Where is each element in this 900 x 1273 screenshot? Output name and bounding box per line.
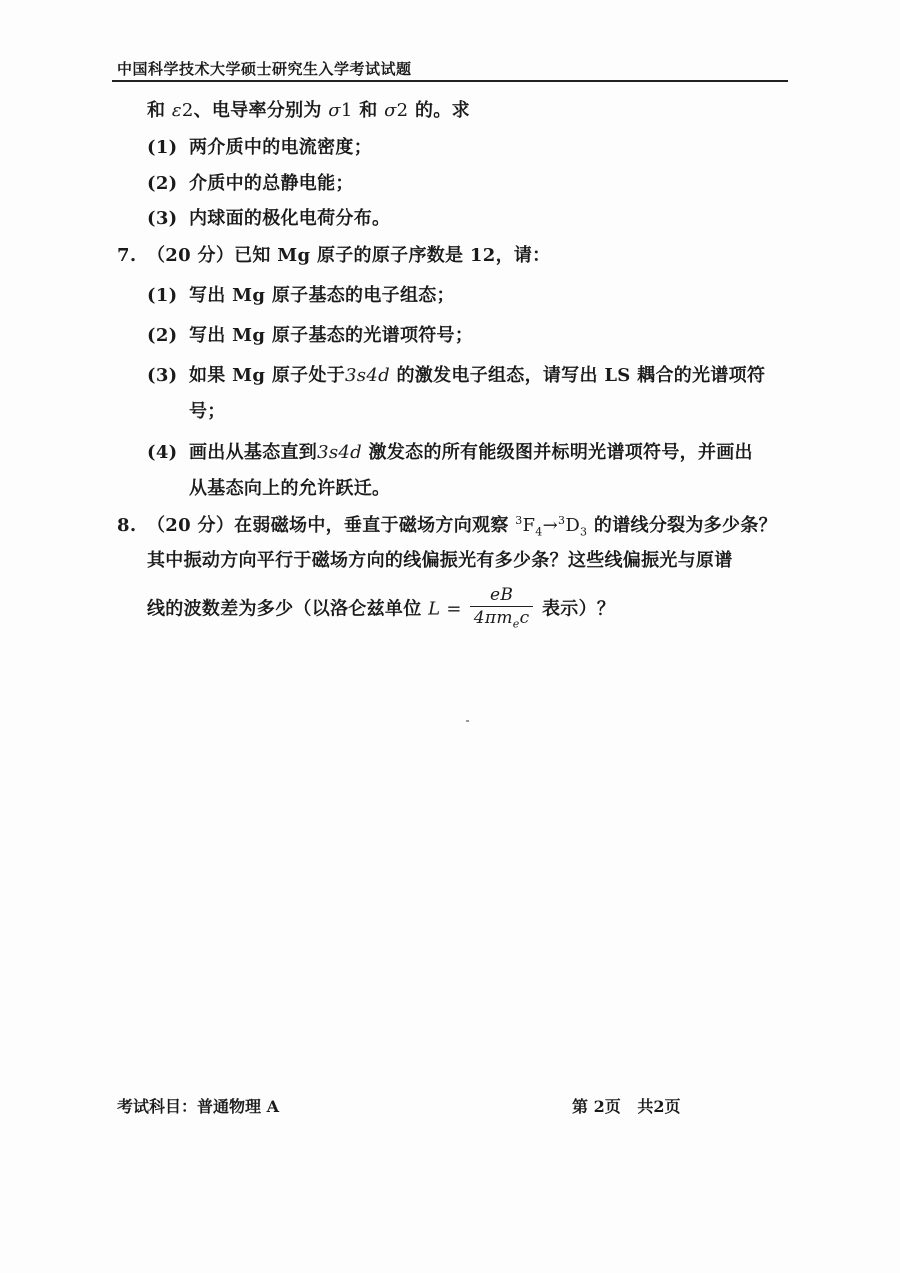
denominator-subscript: e <box>512 617 520 631</box>
intro-prefix: 和 <box>147 100 172 121</box>
q7-item-3-continuation: 号； <box>189 401 226 422</box>
term1-j: 4 <box>535 525 543 539</box>
q7-item-4-text-a: 画出从基态直到 <box>189 442 318 463</box>
lorentz-unit-fraction <box>470 584 534 635</box>
q6-item-3-text: 内球面的极化电荷分布。 <box>189 208 391 229</box>
question-7 <box>117 241 550 267</box>
intro-line <box>147 96 470 122</box>
term1-letter: F <box>522 515 536 536</box>
question-8-number: 8. <box>117 515 137 536</box>
q7-item-2-number: (2) <box>147 325 178 346</box>
term2-letter: D <box>565 515 581 536</box>
q6-item-2-number: (2) <box>147 173 178 194</box>
q6-item-1-text: 两介质中的电流密度； <box>189 137 372 158</box>
scan-speck <box>466 720 469 722</box>
question-8-line-3-text-b: 表示）？ <box>535 598 616 620</box>
q6-item-2 <box>147 169 354 195</box>
q7-item-3-text-a: 如果 Mg 原子处于 <box>189 365 346 386</box>
question-7-text: （20 分）已知 Mg 原子的原子序数是 12，请： <box>147 245 551 266</box>
q7-item-3-number: (3) <box>147 365 178 386</box>
formula-lhs: L <box>428 598 441 620</box>
q6-item-3 <box>147 204 390 230</box>
formula-equals: = <box>440 598 468 620</box>
fraction-denominator <box>470 607 534 635</box>
q7-item-2 <box>147 321 473 347</box>
q7-item-3 <box>147 361 765 387</box>
transition-arrow: → <box>542 515 558 536</box>
question-8-text-a: （20 分）在弱磁场中，垂直于磁场方向观察 <box>147 515 516 536</box>
q7-item-4-number: (4) <box>147 442 178 463</box>
question-8-line-3-text-a: 线的波数差为多少（以洛仑兹单位 <box>147 598 429 620</box>
q7-item-1-number: (1) <box>147 285 178 306</box>
q7-item-4-config: 3s4d <box>317 442 362 463</box>
q7-item-3-config: 3s4d <box>345 365 390 386</box>
denominator-part-b: c <box>519 608 530 628</box>
term2-j: 3 <box>580 525 588 539</box>
term2-multiplicity: 3 <box>558 514 566 527</box>
question-7-number: 7. <box>117 245 137 266</box>
q7-item-2-text: 写出 Mg 原子基态的光谱项符号； <box>189 325 474 346</box>
q7-item-4-continuation: 从基态向上的允许跃迁。 <box>189 478 391 499</box>
sigma1-symbol: σ <box>328 100 341 121</box>
intro-mid: 、电导率分别为 <box>193 100 329 121</box>
sigma2-index: 2 <box>396 100 409 121</box>
intro-suffix: 的。求 <box>408 100 470 121</box>
term1-multiplicity: 3 <box>515 514 523 527</box>
q6-item-1-number: (1) <box>147 137 178 158</box>
q7-item-1 <box>147 281 455 307</box>
q6-item-3-number: (3) <box>147 208 178 229</box>
question-8-text-b: 的谱线分裂为多少条？ <box>587 515 777 536</box>
question-8-line-3 <box>147 584 615 635</box>
page-header-title: 中国科学技术大学硕士研究生入学考试试题 <box>117 60 412 78</box>
denominator-part-a: 4πm <box>473 608 513 628</box>
epsilon-index: 2 <box>181 100 194 121</box>
question-8-line-1 <box>117 511 777 539</box>
sigma2-symbol: σ <box>384 100 397 121</box>
q7-item-4-text-b: 激发态的所有能级图并标明光谱项符号，并画出 <box>361 442 753 463</box>
q6-item-2-text: 介质中的总静电能； <box>189 173 354 194</box>
q7-item-4 <box>147 438 753 464</box>
footer-subject: 考试科目：普通物理 A <box>117 1097 279 1116</box>
q7-item-1-text: 写出 Mg 原子基态的电子组态； <box>189 285 455 306</box>
fraction-numerator: eB <box>470 584 534 607</box>
question-8-line-2: 其中振动方向平行于磁场方向的线偏振光有多少条？这些线偏振光与原谱 <box>147 550 733 571</box>
header-divider <box>112 80 788 82</box>
intro-and: 和 <box>352 100 385 121</box>
q7-item-3-text-b: 的激发电子组态，请写出 LS 耦合的光谱项符 <box>389 365 766 386</box>
q6-item-1 <box>147 133 372 159</box>
epsilon-symbol: ε <box>171 100 182 121</box>
footer-page-number: 第 2页 共2页 <box>572 1097 681 1116</box>
sigma1-index: 1 <box>340 100 353 121</box>
